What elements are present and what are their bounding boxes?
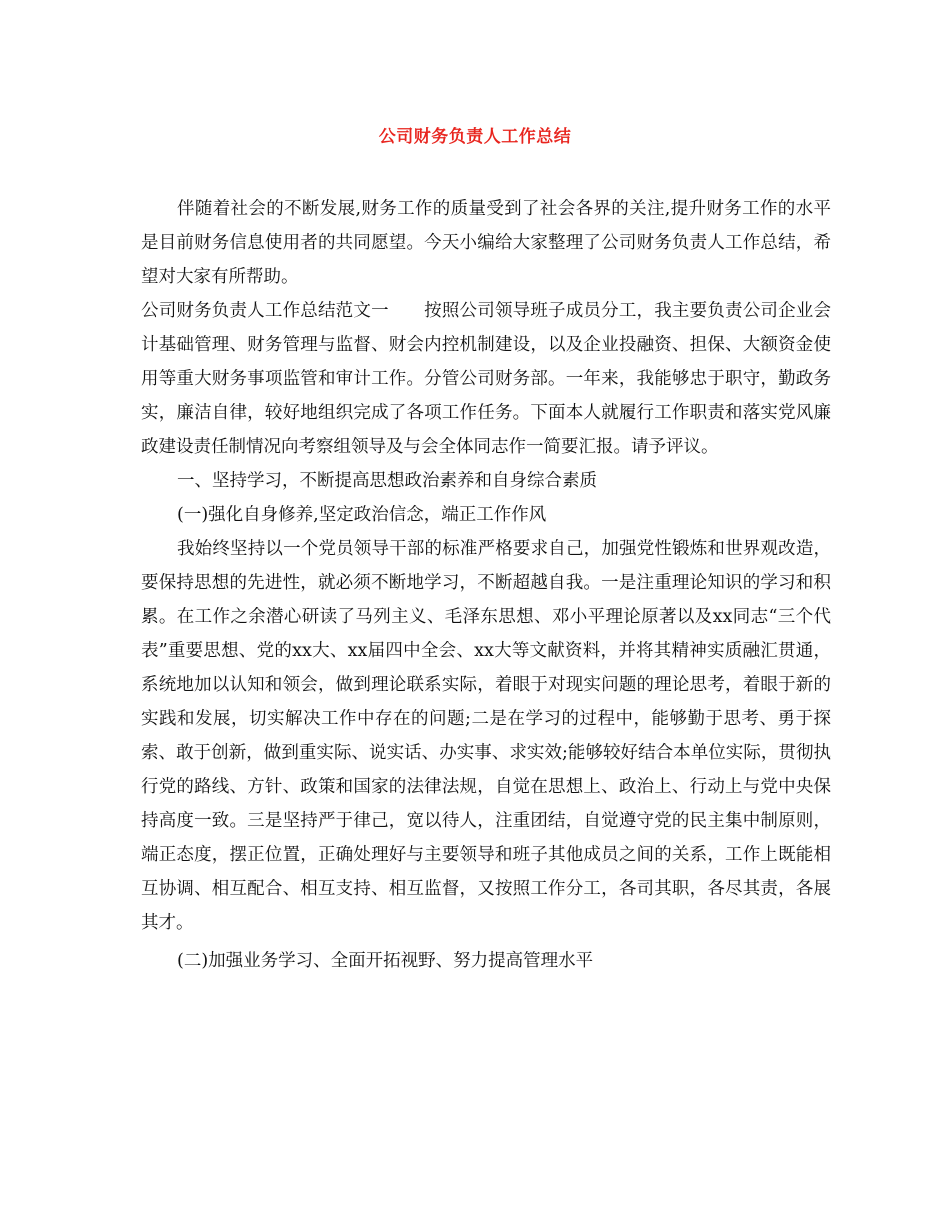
document-title: 公司财务负责人工作总结	[378, 127, 572, 147]
document-body	[141, 192, 831, 978]
subheading-1: (一)强化自身修养,坚定政治信念，端正工作作风	[177, 505, 547, 525]
section-intro-paragraph: 公司财务负责人工作总结范文一 按照公司领导班子成员分工，我主要负责公司企业会计基础管理、财务管理与监督、财会内控机制建设，以及企业投融资、担保、大额资金使用等重大财务事项监管和审计工作。分管公司财务部。一年来，我能够忠于职守，勤政务实，廉洁自律，较好地组织完成了各项工作任务。下面本人就履行工作职责和落实党风廉政建设责任制情况向考察组领导及与会全体同志作一简要汇报。请予评议。	[141, 301, 831, 457]
subheading-2: (二)加强业务学习、全面开拓视野、努力提高管理水平	[177, 951, 594, 971]
intro-paragraph: 伴随着社会的不断发展,财务工作的质量受到了社会各界的关注,提升财务工作的水平是目前财务信息使用者的共同愿望。今天小编给大家整理了公司财务负责人工作总结，希望对大家有所帮助。	[141, 199, 831, 287]
paragraph-1: 我始终坚持以一个党员领导干部的标准严格要求自己，加强党性锻炼和世界观改造，要保持思想的先进性，就必须不断地学习，不断超越自我。一是注重理论知识的学习和积累。在工作之余潜心研读了马列主义、毛泽东思想、邓小平理论原著以及xx同志“三个代表”重要思想、党的xx大、xx届四中全会、xx大等文献资料，并将其精神实质融汇贯通，系统地加以认知和领会，做到理论联系实际，着眼于对现实问题的理论思考，着眼于新的实践和发展，切实解决工作中存在的问题;二是在学习的过程中，能够勤于思考、勇于探索、敢于创新，做到重实际、说实话、办实事、求实效;能够较好结合本单位实际，贯彻执行党的路线、方针、政策和国家的法律法规，自觉在思想上、政治上、行动上与党中央保持高度一致。三是坚持严于律己，宽以待人，注重团结，自觉遵守党的民主集中制原则，端正态度，摆正位置，正确处理好与主要领导和班子其他成员之间的关系，工作上既能相互协调、相互配合、相互支持、相互监督，又按照工作分工，各司其职，各尽其责，各展其才。	[141, 539, 831, 933]
heading-1: 一、坚持学习，不断提高思想政治素养和自身综合素质	[177, 471, 597, 491]
